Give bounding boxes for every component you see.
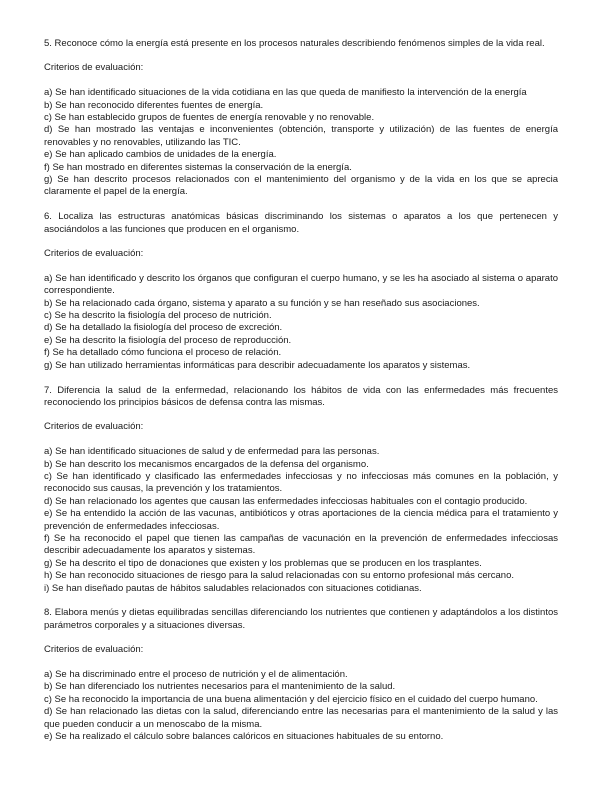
criterion-item: g) Se han utilizado herramientas informáticas para describir adecuadamente los aparatos y sistemas. [44, 359, 471, 371]
criterion-item: b) Se han diferenciado los nutrientes necesarios para el mantenimiento de la salud. [44, 681, 396, 693]
criterion-item: c) Se ha reconocido la importancia de una buena alimentación y del ejercicio físico en el cuidado del cuerpo humano. [44, 693, 538, 705]
criteria-heading: Criterios de evaluación: [44, 644, 144, 656]
criterion-item: a) Se ha discriminado entre el proceso de nutrición y el de alimentación. [44, 668, 348, 680]
criterion-item: e) Se ha entendido la acción de las vacunas, antibióticos y otras aportaciones de la ciencia médica para el tratamiento y prevención de enfermedades infecciosas. [44, 508, 558, 532]
learning-outcome-8 [44, 607, 558, 743]
criterion-item: a) Se han identificado situaciones de salud y de enfermedad para las personas. [44, 446, 380, 458]
criterion-item: c) Se han establecido grupos de fuentes de energía renovable y no renovable. [44, 112, 375, 124]
criteria-list [44, 669, 558, 743]
criterion-item: f) Se ha reconocido el papel que tienen las campañas de vacunación en la prevención de enfermedades infecciosas describir adecuadamente los aparatos y sistemas. [44, 532, 558, 557]
criterion-item: g) Se ha descrito el tipo de donaciones que existen y los problemas que se producen en los trasplantes. [44, 557, 482, 569]
document-page [44, 38, 558, 756]
criteria-list [44, 446, 558, 595]
criterion-item: a) Se han identificado y descrito los órganos que configuran el cuerpo humano, y se les ha asociado al sistema o aparato correspondiente. [44, 272, 558, 297]
objective-text: 8. Elabora menús y dietas equilibradas sencillas diferenciando los nutrientes que contienen y adaptándolos a los distintos parámetros corporales y a situaciones diversas. [44, 607, 558, 631]
criterion-item: b) Se han descrito los mecanismos encargados de la defensa del organismo. [44, 458, 369, 470]
criterion-item: g) Se han descrito procesos relacionados con el mantenimiento del organismo y de la vida en los que se aprecia claramente el papel de la energía. [44, 174, 558, 198]
criteria-heading: Criterios de evaluación: [44, 62, 144, 74]
learning-outcome-6 [44, 211, 558, 372]
criterion-item: a) Se han identificado situaciones de la vida cotidiana en las que queda de manifiesto la intervención de la energía [44, 87, 527, 99]
objective-text: 5. Reconoce cómo la energía está presente en los procesos naturales describiendo fenómenos simples de la vida real. [44, 38, 545, 49]
objective-text: 6. Localiza las estructuras anatómicas básicas discriminando los sistemas o aparatos a los que pertenecen y asociándolos a las funciones que producen en el organismo. [44, 211, 558, 235]
criterion-item: e) Se ha descrito la fisiología del proceso de reproducción. [44, 334, 292, 346]
criterion-item: b) Se han reconocido diferentes fuentes de energía. [44, 99, 264, 111]
criterion-item: i) Se han diseñado pautas de hábitos saludables relacionados con situaciones cotidianas. [44, 582, 422, 594]
criterion-item: d) Se han relacionado las dietas con la salud, diferenciando entre las necesarias para el mantenimiento de la salud y las que pueden conducir a un menoscabo de la misma. [44, 706, 558, 730]
criterion-item: e) Se han aplicado cambios de unidades de la energía. [44, 149, 277, 161]
learning-outcome-7 [44, 385, 558, 595]
criterion-item: h) Se han reconocido situaciones de riesgo para la salud relacionadas con su entorno profesional más cercano. [44, 570, 515, 582]
criterion-item: e) Se ha realizado el cálculo sobre balances calóricos en situaciones habituales de su entorno. [44, 731, 444, 743]
criterion-item: d) Se ha detallado la fisiología del proceso de excreción. [44, 322, 283, 334]
criteria-list [44, 273, 558, 372]
criterion-item: b) Se ha relacionado cada órgano, sistema y aparato a su función y se han reseñado sus asociaciones. [44, 297, 480, 309]
criteria-list [44, 87, 558, 199]
criterion-item: d) Se han mostrado las ventajas e inconvenientes (obtención, transporte y utilización) de las fuentes de energía renovables y no renovables, utilizando las TIC. [44, 124, 558, 148]
criterion-item: d) Se han relacionado los agentes que causan las enfermedades infecciosas habituales con el contagio producido. [44, 495, 528, 507]
criteria-heading: Criterios de evaluación: [44, 248, 144, 260]
criterion-item: f) Se ha detallado cómo funciona el proceso de relación. [44, 347, 282, 359]
criterion-item: c) Se han identificado y clasificado las enfermedades infecciosas y no infecciosas más comunes en la población, y reconocido sus causas, la prevención y los tratamientos. [44, 470, 558, 495]
objective-text: 7. Diferencia la salud de la enfermedad, relacionando los hábitos de vida con las enfermedades más frecuentes reconociendo los principios básicos de defensa contra las mismas. [44, 384, 558, 408]
criterion-item: c) Se ha descrito la fisiología del proceso de nutrición. [44, 310, 272, 322]
criterion-item: f) Se han mostrado en diferentes sistemas la conservación de la energía. [44, 161, 352, 173]
learning-outcome-5 [44, 38, 558, 199]
criteria-heading: Criterios de evaluación: [44, 421, 144, 433]
